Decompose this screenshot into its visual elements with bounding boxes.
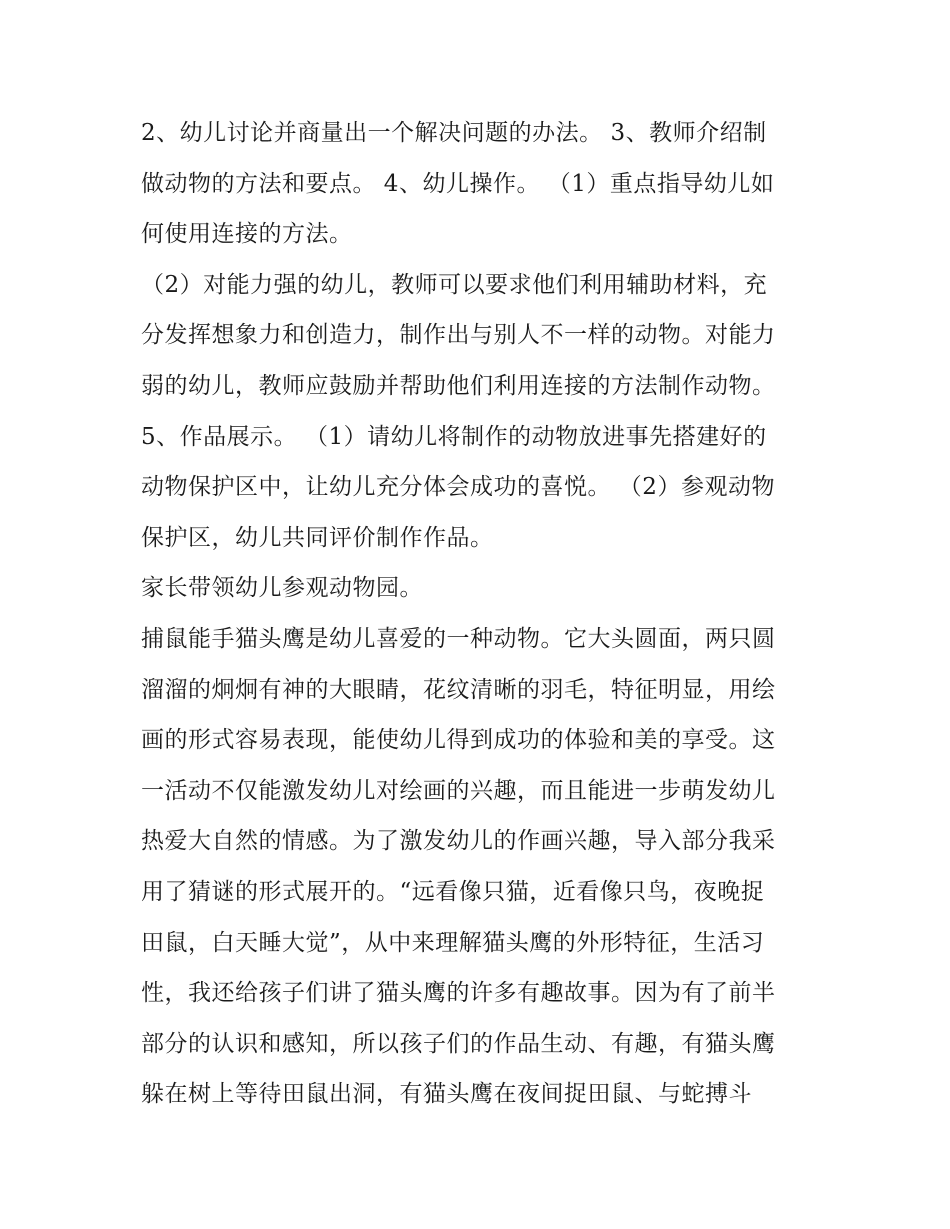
text-line: 捕鼠能手猫头鹰是幼儿喜爱的一种动物。它大头圆面，两只圆 [141,625,776,652]
text-line: 躲在树上等待田鼠出洞，有猫头鹰在夜间捉田鼠、与蛇搏斗 [141,1081,752,1108]
text-line: 用了猜谜的形式展开的。“远看像只猫，近看像只鸟，夜晚捉 [141,878,765,905]
text-line: 溜溜的炯炯有神的大眼睛，花纹清晰的羽毛，特征明显，用绘 [141,676,776,703]
text-line: 部分的认识和感知，所以孩子们的作品生动、有趣，有猫头鹰 [141,1030,776,1057]
text-line: 动物保护区中，让幼儿充分体会成功的喜悦。 （2）参观动物 [141,474,775,501]
text-line: 5、作品展示。 （1）请幼儿将制作的动物放进事先搭建好的 [141,423,767,450]
text-line: 弱的幼儿，教师应鼓励并帮助他们利用连接的方法制作动物。 [141,372,776,399]
text-line: 画的形式容易表现，能使幼儿得到成功的体验和美的享受。这 [141,727,776,754]
text-line: 家长带领幼儿参观动物园。 [141,575,423,602]
text-line: 保护区，幼儿共同评价制作作品。 [141,524,494,551]
text-line: 热爱大自然的情感。为了激发幼儿的作画兴趣，导入部分我采 [141,828,776,855]
text-line: 2、幼儿讨论并商量出一个解决问题的办法。 3、教师介绍制 [141,120,767,146]
text-line: 田鼠，白天睡大觉”，从中来理解猫头鹰的外形特征，生活习 [141,929,765,956]
body-text [141,108,821,1120]
text-line: 分发挥想象力和创造力，制作出与别人不一样的动物。对能力 [141,322,776,349]
text-line: （2）对能力强的幼儿，教师可以要求他们利用辅助材料，充 [141,271,768,298]
text-line: 一活动不仅能激发幼儿对绘画的兴趣，而且能进一步萌发幼儿 [141,777,776,804]
text-line: 性，我还给孩子们讲了猫头鹰的许多有趣故事。因为有了前半 [141,980,776,1007]
text-line: 做动物的方法和要点。 4、幼儿操作。 （1）重点指导幼儿如 [141,170,775,197]
text-line: 何使用连接的方法。 [141,221,353,248]
